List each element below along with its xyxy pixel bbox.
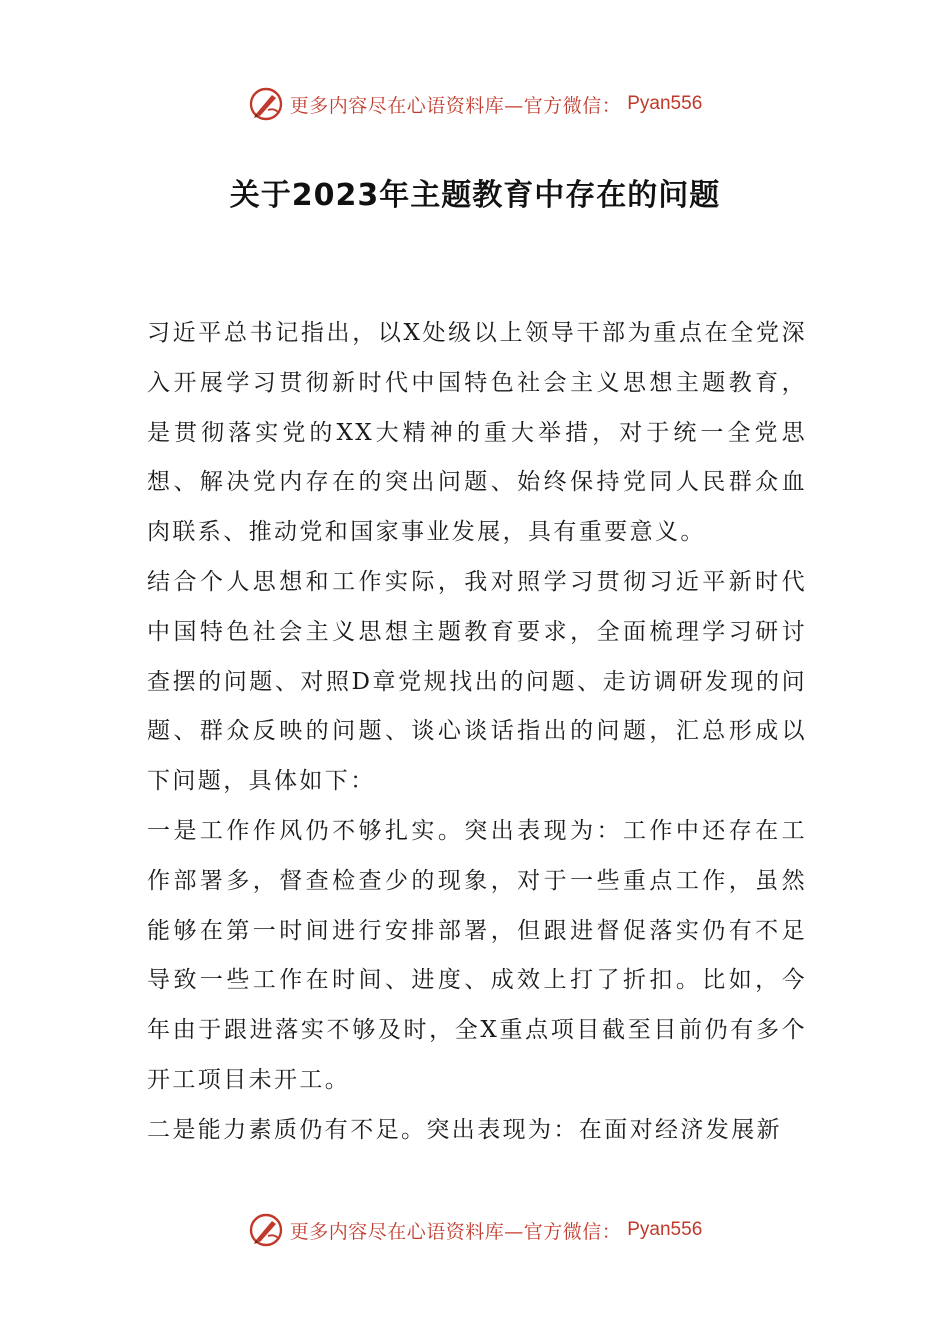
footer-banner [0,1208,950,1252]
paragraph-issue-two: 二是能力素质仍有不足。突出表现为：在面对经济发展新 [147,1116,782,1143]
banner-text: 更多内容尽在心语资料库—官方微信： [289,94,622,117]
banner-handle: Pyan556 [627,93,703,114]
pen-logo-icon [248,1212,284,1248]
paragraph-summary: 结合个人思想和工作实际，我对照学习贯彻习近平新时代中国特色社会主义思想主题教育要求，全面梳理学习研讨查摆的问题、对照D章党规找出的问题、走访调研发现的问题、群众反映的问题、谈心谈话指出的问题，汇总形成以下问题，具体如下： [147,568,807,795]
document-title: 关于2023年主题教育中存在的问题 [229,178,721,213]
banner-text: 更多内容尽在心语资料库—官方微信： [289,1220,622,1243]
paragraph-issue-one: 一是工作作风仍不够扎实。突出表现为：工作中还存在工作部署多，督查检查少的现象，对于一些重点工作，虽然能够在第一时间进行安排部署，但跟进督促落实仍有不足导致一些工作在时间、进度、成效上打了折扣。比如，今年由于跟进落实不够及时，全X重点项目截至目前仍有多个开工项目未开工。 [147,817,807,1093]
document-body [147,309,807,1156]
paragraph-intro: 习近平总书记指出，以X处级以上领导干部为重点在全党深入开展学习贯彻新时代中国特色社会主义思想主题教育，是贯彻落实党的XX大精神的重大举措，对于统一全党思想、解决党内存在的突出问题、始终保持党同人民群众血肉联系、推动党和国家事业发展，具有重要意义。 [147,320,807,546]
pen-logo-icon [248,86,284,122]
banner-handle: Pyan556 [627,1219,703,1240]
header-banner [0,82,950,126]
